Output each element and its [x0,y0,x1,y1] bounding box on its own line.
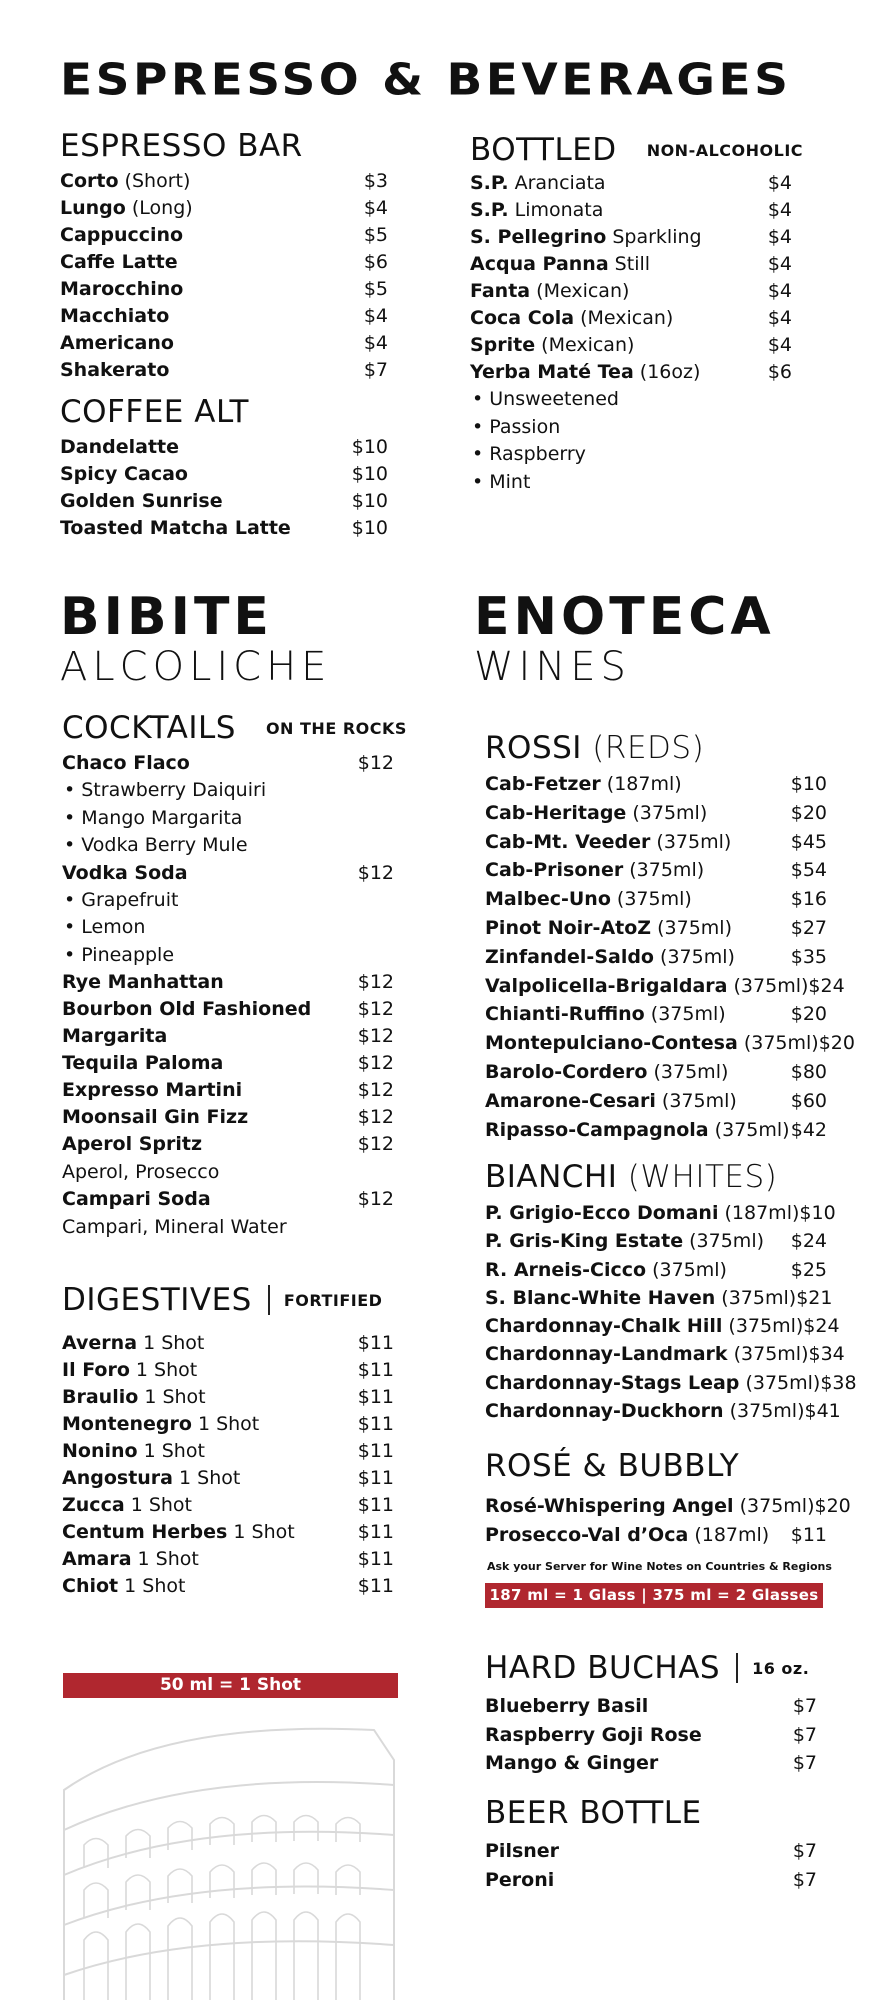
menu-item [62,1492,394,1519]
menu-item [485,1837,817,1866]
item-price: $25 [790,1258,827,1281]
item-price: $11 [357,1575,394,1597]
menu-item [60,515,388,542]
item-price: $11 [357,1332,394,1354]
espresso-bar-list [60,168,388,384]
item-detail: (375ml) [727,974,809,997]
item-name: Cab-Mt. Veeder [485,830,651,853]
menu-item [485,1340,845,1368]
item-detail: (375ml) [651,916,732,939]
menu-item [485,1058,827,1087]
beer-list [485,1837,817,1894]
item-price: $3 [363,170,388,192]
item-price: $4 [767,199,792,221]
menu-item [485,972,845,1001]
item-price: $54 [790,859,827,882]
menu-item [60,488,388,515]
item-price: $10 [351,436,388,458]
menu-item [470,251,792,278]
menu-item [60,303,388,330]
list-item: • Lemon [64,916,146,938]
item-name: Prosecco-Val d’Oca [485,1524,689,1546]
item-name: Cab-Heritage [485,801,627,824]
item-detail: (375ml) [626,801,708,824]
menu-item [62,1357,394,1384]
item-price: $4 [767,307,792,329]
item-price: $24 [803,1315,840,1338]
item-price: $45 [790,830,827,853]
menu-item [485,1397,841,1425]
item-price: $11 [357,1440,394,1462]
enoteca-heading [474,589,775,689]
item-price: $4 [767,253,792,275]
item-name: S. Blanc-White Haven [485,1286,716,1309]
item-name: S.P. [470,199,509,221]
item-detail: Aranciata [508,172,606,194]
item-price: $10 [351,463,388,485]
item-name: Spicy Cacao [60,463,188,485]
item-price: $11 [357,1521,394,1543]
item-detail: (375ml) [715,1286,797,1309]
item-detail: (16oz) [633,361,701,383]
item-name: Yerba Maté Tea [470,361,634,383]
item-price: $7 [792,1868,817,1891]
item-name: Angostura [62,1467,173,1489]
item-detail: (187ml) [718,1202,800,1224]
item-price: $4 [767,226,792,248]
item-price: $12 [357,1079,394,1101]
item-price: $11 [357,1548,394,1570]
menu-item [470,224,792,251]
item-name: Macchiato [60,305,170,327]
item-detail: 1 Shot [137,1332,205,1354]
item-name: Rosé-Whispering Angel [485,1495,734,1517]
item-price: $6 [363,251,388,273]
item-price: $4 [767,172,792,194]
menu-item [485,1749,817,1778]
menu-item-vodka-soda: Vodka Soda $12 [62,861,394,884]
item-price: $7 [792,1840,817,1862]
menu-item [485,1521,827,1550]
menu-item [485,1492,851,1521]
item-name: Fanta [470,280,531,302]
item-detail: (Mexican) [530,280,630,302]
menu-item-campari-soda: Campari Soda $12 [62,1188,394,1210]
item-detail: (375ml) [650,830,732,853]
item-name: Chianti-Ruffino [485,1003,645,1026]
menu-item [485,914,827,943]
item-name: Cappuccino [60,224,184,246]
menu-item [485,1199,836,1227]
item-detail: (375ml) [739,1371,821,1394]
menu-item [485,1087,827,1116]
item-detail: (375ml) [646,1258,727,1281]
item-detail: 1 Shot [173,1467,241,1489]
divider [736,1653,738,1683]
item-detail: (Long) [125,197,193,219]
menu-item [470,170,792,197]
item-detail: (Mexican) [535,334,635,356]
menu-item [485,1866,817,1895]
item-price: $20 [790,801,827,824]
menu-item [60,195,388,222]
bibite-subtitle: ALCOLICHE [60,644,332,690]
menu-item [62,1023,394,1050]
item-price: $12 [357,971,394,993]
item-name: Coca Cola [470,307,575,329]
item-detail: (375ml) [647,1060,729,1083]
item-price: $41 [804,1400,841,1423]
menu-item [470,197,792,224]
reds-title: ROSSI (REDS) [485,729,705,766]
menu-item [60,249,388,276]
item-detail: (375ml) [727,1343,809,1366]
item-detail: 1 Shot [124,1494,193,1516]
item-detail: (375ml) [683,1230,765,1253]
item-name: Cab-Fetzer [485,773,601,795]
item-price: $34 [808,1343,845,1366]
list-item: • Vodka Berry Mule [64,834,248,856]
item-price: $4 [363,305,388,327]
bottled-title: BOTTLED [470,131,617,168]
cocktails-list [62,969,394,1131]
colosseum-icon [44,1700,414,2000]
item-detail: Sparkling [606,226,702,248]
item-detail: 1 Shot [118,1575,186,1597]
item-price: $21 [796,1286,833,1309]
menu-item [60,357,388,384]
list-item: • Pineapple [64,943,175,966]
menu-item [62,1050,394,1077]
list-item: • Passion [472,415,561,438]
item-price: $24 [790,1230,827,1253]
item-description: Campari, Mineral Water [62,1216,287,1238]
item-name: P. Gris-King Estate [485,1230,684,1253]
rose-section [485,1446,851,1550]
item-price: $38 [820,1371,857,1394]
item-name: Raspberry Goji Rose [485,1723,702,1746]
item-name: Chardonnay-Duckhorn [485,1400,724,1423]
menu-item [62,1465,394,1492]
menu-item [485,1721,817,1750]
item-description: Aperol, Prosecco [62,1161,220,1183]
item-price: $12 [357,998,394,1020]
item-price: $20 [790,1003,827,1026]
menu-item [60,434,388,461]
menu-item [60,461,388,488]
menu-item [60,276,388,303]
item-detail: (375ml) [623,859,705,882]
menu-item [485,943,827,972]
item-detail: 1 Shot [191,1413,260,1435]
item-detail: (187ml) [688,1524,770,1546]
buchas-list [485,1692,817,1778]
item-detail: (375ml) [737,1032,819,1055]
item-name: Peroni [485,1868,555,1891]
bottled-section [470,130,804,496]
item-price: $16 [790,888,827,911]
menu-item [62,1546,394,1573]
menu-item [485,1692,817,1721]
beer-title: BEER BOTTLE [485,1794,702,1831]
digestives-section [62,1280,394,1600]
cocktails-section [62,708,407,1241]
item-name: Americano [60,332,174,354]
item-detail: Limonata [508,199,604,221]
whites-title: BIANCHI (WHITES) [485,1158,778,1195]
bottled-list [470,170,792,386]
item-name: Pinot Noir-AtoZ [485,916,652,939]
item-name: Toasted Matcha Latte [60,517,291,539]
item-price: $11 [357,1359,394,1381]
digestives-title: DIGESTIVES [62,1281,252,1318]
item-price: $12 [357,1052,394,1074]
item-name: Il Foro [62,1359,130,1381]
cocktails-subtitle: ON THE ROCKS [265,718,407,738]
item-price: $10 [351,490,388,512]
item-detail: (187ml) [600,773,682,795]
item-name: Valpolicella-Brigaldara [485,974,728,997]
item-price: $80 [790,1060,827,1083]
menu-item [62,969,394,996]
menu-item [485,1000,827,1029]
menu-item [60,330,388,357]
item-price: $7 [792,1723,817,1746]
menu-item [485,1312,840,1340]
item-name: Blueberry Basil [485,1695,649,1717]
menu-item [62,1330,394,1357]
item-name: Lungo [60,197,126,219]
reds-list [485,770,855,1144]
buchas-section [485,1648,817,1778]
item-price: $60 [790,1089,827,1112]
item-detail: (375ml) [722,1315,804,1338]
menu-item [62,1519,394,1546]
item-detail: 1 Shot [138,1386,206,1408]
item-name: Acqua Panna [470,253,609,275]
menu-item-aperol-spritz: Aperol Spritz $12 [62,1133,394,1155]
menu-item [62,996,394,1023]
menu-item [485,1369,857,1397]
item-name: Chardonnay-Chalk Hill [485,1315,723,1338]
page-title: ESPRESSO & BEVERAGES [60,54,792,106]
item-price: $11 [357,1467,394,1489]
item-name: Amarone-Cesari [485,1089,656,1112]
item-name: Caffe Latte [60,251,178,273]
item-name: Chardonnay-Stags Leap [485,1371,740,1394]
item-name: Chiot [62,1575,119,1597]
rose-list [485,1492,851,1550]
item-detail: Still [608,253,651,275]
menu-item [470,359,792,386]
menu-item [470,305,792,332]
item-detail: 1 Shot [137,1440,205,1462]
item-price: $6 [767,361,792,383]
menu-item [485,1227,827,1255]
menu-item [62,1438,394,1465]
item-detail: (375ml) [733,1495,815,1517]
enoteca-subtitle: WINES [474,644,631,690]
digestives-list [62,1330,394,1600]
menu-item [485,828,827,857]
item-name: Chardonnay-Landmark [485,1343,728,1366]
bottled-subtitle: NON-ALCOHOLIC [646,140,804,160]
item-price: $7 [792,1695,817,1717]
item-price: $7 [363,359,388,381]
menu-item [62,1104,394,1131]
menu-item [62,1384,394,1411]
item-name: Malbec-Uno [485,888,611,911]
menu-item [485,799,827,828]
item-name: R. Arneis-Cicco [485,1258,647,1281]
item-price: $27 [790,916,827,939]
beer-section [485,1793,817,1894]
item-name: Amara [62,1548,132,1570]
whites-list [485,1199,857,1425]
list-item: • Strawberry Daiquiri [64,779,267,801]
item-name: Ripasso-Campagnola [485,1118,709,1141]
item-name: Barolo-Cordero [485,1060,648,1083]
menu-item [470,332,792,359]
item-price: $4 [363,332,388,354]
shot-note-banner: 50 ml = 1 Shot [63,1673,398,1698]
espresso-bar-title: ESPRESSO BAR [60,127,303,164]
item-name: S.P. [470,172,509,194]
item-name: Expresso Martini [62,1079,243,1101]
item-name: Golden Sunrise [60,490,223,512]
item-name: Margarita [62,1025,168,1047]
enoteca-title: ENOTECA [474,587,775,647]
item-name: Cab-Prisoner [485,859,624,882]
item-price: $35 [790,945,827,968]
item-detail: 1 Shot [131,1548,199,1570]
item-name: Pilsner [485,1840,560,1862]
item-detail: (375ml) [644,1003,726,1026]
coffee-alt-section [60,392,388,542]
item-detail: (375ml) [723,1400,805,1423]
wine-notes-text: Ask your Server for Wine Notes on Countries & Regions [487,1560,832,1573]
menu-item [485,770,827,799]
buchas-subtitle: 16 oz. [752,1658,810,1678]
divider [268,1285,270,1315]
menu-item [62,1573,394,1600]
item-price: $42 [790,1118,827,1141]
menu-item [62,1077,394,1104]
item-name: Sprite [470,334,536,356]
menu-item [60,168,388,195]
item-name: Corto [60,170,119,192]
item-name: Marocchino [60,278,184,300]
menu-item [485,1284,833,1312]
item-name: Centum Herbes [62,1521,228,1543]
item-price: $20 [814,1495,851,1517]
item-price: $5 [363,278,388,300]
item-price: $5 [363,224,388,246]
item-name: Rye Manhattan [62,971,224,993]
menu-item [485,885,827,914]
item-price: $7 [792,1752,817,1774]
item-price: $20 [818,1032,855,1055]
item-price: $11 [357,1494,394,1516]
item-detail: (Mexican) [574,307,674,329]
menu-item [470,278,792,305]
item-name: Montepulciano-Contesa [485,1032,738,1055]
list-item: • Mango Margarita [64,806,243,829]
item-name: Braulio [62,1386,139,1408]
menu-item [62,1411,394,1438]
item-price: $11 [357,1386,394,1408]
glass-note-banner: 187 ml = 1 Glass | 375 ml = 2 Glasses [485,1583,823,1608]
item-name: Nonino [62,1440,138,1462]
list-item: • Mint [472,470,531,493]
item-price: $24 [808,974,845,997]
menu-item [485,1029,855,1058]
item-name: Zucca [62,1494,125,1516]
bibite-heading [60,589,331,689]
item-name: Shakerato [60,359,170,381]
buchas-title: HARD BUCHAS [485,1649,721,1686]
bibite-title: BIBITE [60,587,273,647]
list-item: • Grapefruit [64,888,179,911]
item-detail: (375ml) [654,945,735,968]
item-price: $12 [357,1025,394,1047]
item-price: $4 [363,197,388,219]
item-detail: (375ml) [708,1118,790,1141]
item-price: $12 [357,1106,394,1128]
menu-item [60,222,388,249]
item-price: $4 [767,280,792,302]
item-price: $11 [790,1524,827,1546]
item-detail: (375ml) [655,1089,737,1112]
item-price: $10 [351,517,388,539]
list-item: • Unsweetened [472,388,619,410]
coffee-alt-list [60,434,388,542]
coffee-alt-title: COFFEE ALT [60,393,249,430]
rose-title: ROSÉ & BUBBLY [485,1447,740,1484]
item-name: Moonsail Gin Fizz [62,1106,249,1128]
item-name: S. Pellegrino [470,226,607,248]
reds-section [485,728,855,1144]
cocktails-title: COCKTAILS [62,709,236,746]
item-price: $11 [357,1413,394,1435]
item-name: P. Grigio-Ecco Domani [485,1202,719,1224]
item-name: Zinfandel-Saldo [485,945,654,968]
item-name: Mango & Ginger [485,1752,659,1774]
item-price: $4 [767,334,792,356]
menu-item [485,1256,827,1284]
item-name: Dandelatte [60,436,179,458]
item-detail: (375ml) [610,888,692,911]
whites-section [485,1157,857,1425]
item-name: Montenegro [62,1413,192,1435]
menu-item [485,1116,827,1145]
item-price: $10 [799,1202,836,1224]
item-name: Averna [62,1332,138,1354]
menu-item [485,856,827,885]
item-name: Bourbon Old Fashioned [62,998,312,1020]
item-name: Tequila Paloma [62,1052,224,1074]
item-detail: (Short) [118,170,191,192]
item-detail: 1 Shot [129,1359,198,1381]
item-detail: 1 Shot [227,1521,295,1543]
espresso-bar-section [60,126,388,384]
item-price: $10 [790,773,827,795]
list-item: • Raspberry [472,443,586,465]
digestives-subtitle: FORTIFIED [283,1290,383,1310]
menu-item-chaco-flaco: Chaco Flaco $12 [62,752,394,774]
